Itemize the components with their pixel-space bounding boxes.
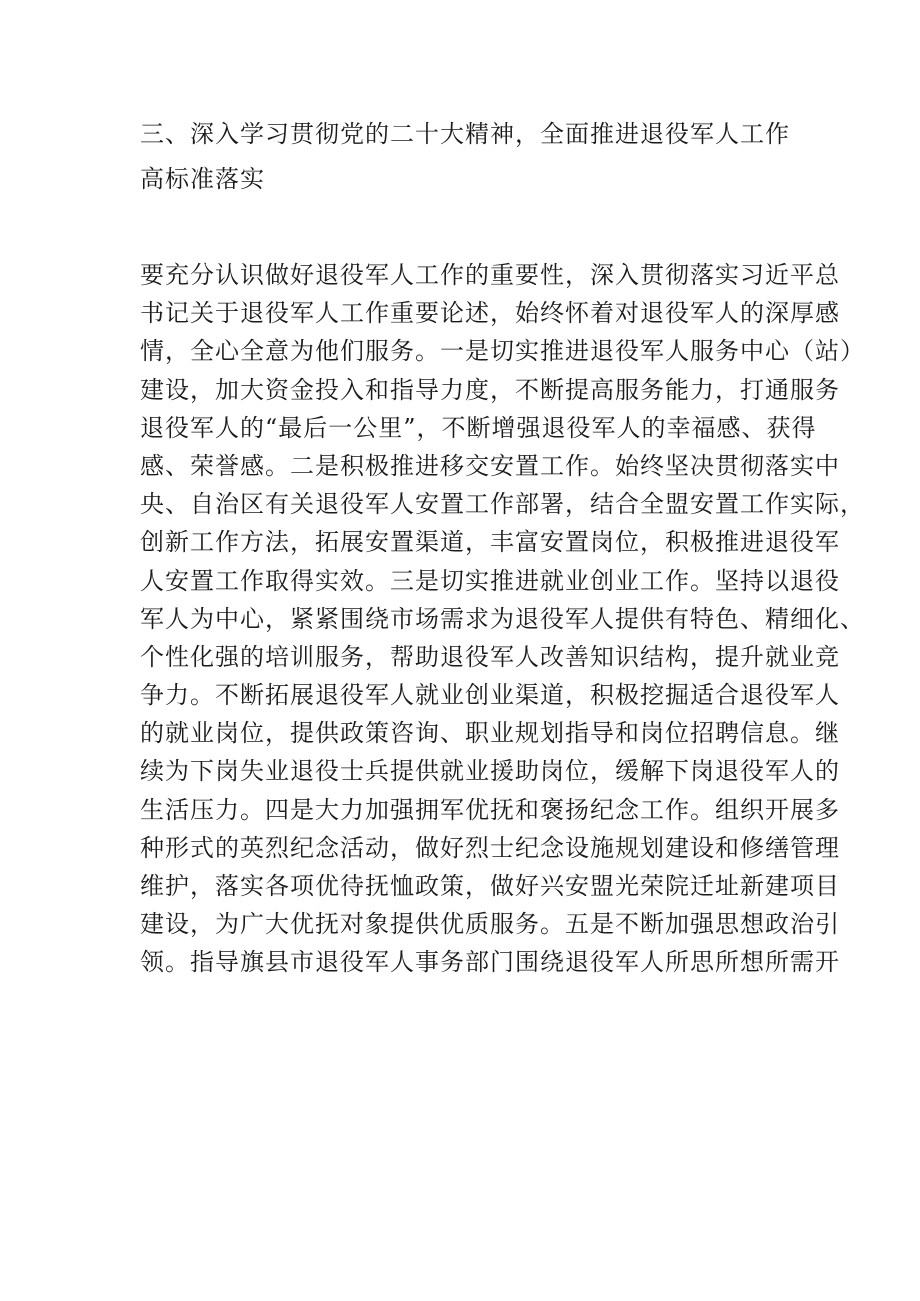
section-heading: 三、深入学习贯彻党的二十大精神，全面推进退役军人工作高标准落实 [140,120,790,193]
paragraph-line: 要充分认识做好退役军人工作的重要性，深入贯彻落实习近平总 [140,261,840,289]
paragraph-line: 建设，为广大优抚对象提供优质服务。五是不断加强思想政治引 [140,910,840,939]
paragraph-line: 维护，落实各项优待抚恤政策，做好兴安盟光荣院迁址新建项目 [140,872,840,900]
paragraph-line: 种形式的英烈纪念活动，做好烈士纪念设施规划建设和修缮管理 [140,833,840,862]
paragraph-line: 军人为中心，紧紧围绕市场需求为退役军人提供有特色、精细化、 [140,604,865,633]
paragraph-line: 续为下岗失业退役士兵提供就业援助岗位，缓解下岗退役军人的 [140,757,840,786]
paragraph-line: 央、自治区有关退役军人安置工作部署，结合全盟安置工作实际， [140,490,865,519]
paragraph-line: 生活压力。四是大力加强拥军优抚和褒扬纪念工作。组织开展多 [140,795,840,824]
paragraph-line: 争力。不断拓展退役军人就业创业渠道，积极挖掘适合退役军人 [140,681,840,710]
paragraph-line: 退役军人的“最后一公里”，不断增强退役军人的幸福感、获得 [140,413,817,442]
paragraph-line: 感、荣誉感。二是积极推进移交安置工作。始终坚决贯彻落实中 [140,451,840,480]
paragraph-line: 书记关于退役军人工作重要论述，始终怀着对退役军人的深厚感 [140,299,840,328]
paragraph-line: 建设，加大资金投入和指导力度，不断提高服务能力，打通服务 [140,375,840,404]
paragraph-line: 情，全心全意为他们服务。一是切实推进退役军人服务中心（站） [140,337,865,366]
body-paragraph [140,256,865,982]
paragraph-line: 创新工作方法，拓展安置渠道，丰富安置岗位，积极推进退役军 [140,528,840,557]
paragraph-line: 人安置工作取得实效。三是切实推进就业创业工作。坚持以退役 [140,566,840,595]
paragraph-line: 个性化强的培训服务，帮助退役军人改善知识结构，提升就业竞 [140,642,840,671]
paragraph-line: 领。指导旗县市退役军人事务部门围绕退役军人所思所想所需开 [140,948,840,977]
paragraph-line: 的就业岗位，提供政策咨询、职业规划指导和岗位招聘信息。继 [140,719,840,748]
